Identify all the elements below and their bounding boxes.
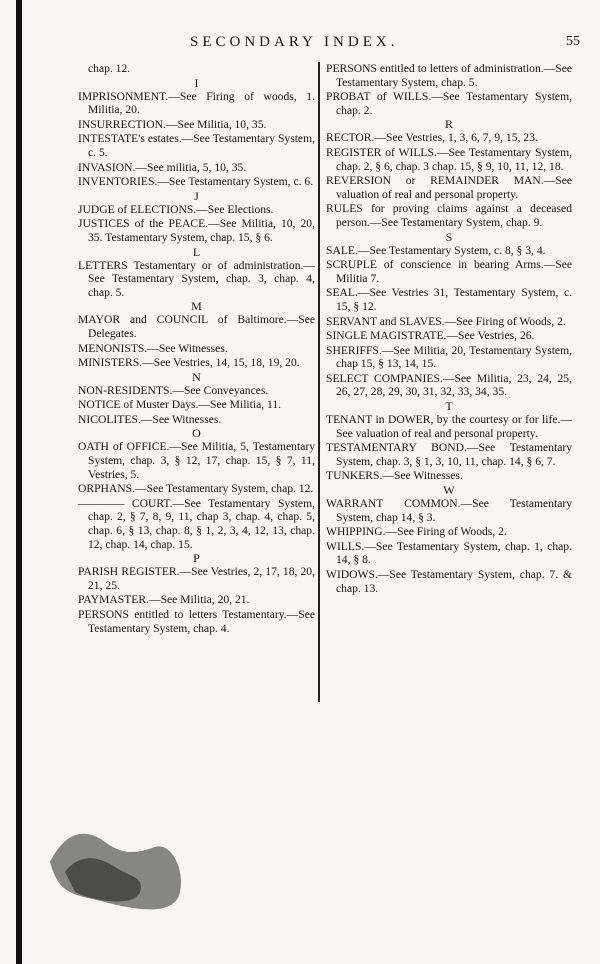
index-entry: MINISTERS.—See Vestries, 14, 15, 18, 19, 20. [78, 356, 300, 370]
index-entry: NOTICE of Muster Days.—See Militia, 11. [78, 398, 282, 412]
section-letter: W [443, 483, 455, 498]
index-entry: MAYOR and COUNCIL of Baltimore.—See Delegates. [78, 313, 315, 340]
index-entry: NON-RESIDENTS.—See Conveyances. [78, 383, 269, 397]
index-entry: PAYMASTER.—See Militia, 20, 21. [78, 593, 250, 607]
section-letter: M [191, 299, 202, 314]
index-entry: JUSTICES of the PEACE.—See Militia, 10, 20, 35. Testamentary System, chap. 15, § 6. [78, 217, 315, 244]
index-entry: JUDGE of ELECTIONS.—See Elections. [78, 202, 274, 216]
index-entry: SERVANT and SLAVES.—See Firing of Woods, 2. [326, 314, 566, 328]
page-number: 55 [566, 34, 580, 49]
index-entry: WIDOWS.—See Testamentary System, chap. 7. & chap. 13. [326, 568, 572, 595]
index-entry: WARRANT COMMON.—See Testamentary System, chap 14, § 3. [326, 497, 572, 524]
index-entry: MENONISTS.—See Witnesses. [78, 341, 228, 355]
ink-stain-mark [45, 822, 195, 912]
index-entry: SCRUPLE of conscience in bearing Arms.—See Militia 7. [326, 258, 572, 285]
index-entry: IMPRISONMENT.—See Firing of woods, 1. Militia, 20. [78, 89, 315, 117]
section-letter: O [192, 426, 201, 441]
index-entry: LETTERS Testamentary or of administration.—See Testamentary System, chap. 3, chap. 4, chap. 5. [78, 258, 315, 299]
index-entry: INVENTORIES.—See Testamentary System, c. 6. [78, 175, 314, 189]
section-letter: I [194, 75, 199, 90]
index-entry: OATH of OFFICE.—See Militia, 5, Testamentary System, chap. 3, § 12, 17, chap. 15, § 7, 11, Vestries, 5. [78, 440, 315, 481]
index-entry: NICOLITES.—See Witnesses. [78, 412, 222, 426]
index-entry: PARISH REGISTER.—See Vestries, 2, 17, 18, 20, 21, 25. [78, 565, 315, 592]
index-entry: TESTAMENTARY BOND.—See Testamentary System, chap. 3, § 1, 3, 10, 11, chap. 14, § 6, 7. [326, 441, 572, 468]
right-index-column [326, 62, 572, 596]
index-entry: RULES for proving claims against a deceased person.—See Testamentary System, chap. 9. [326, 202, 572, 229]
section-letter: S [445, 229, 453, 244]
index-entry: SALE.—See Testamentary System, c. 8, § 3, 4. [326, 243, 546, 257]
index-entry: SINGLE MAGISTRATE.—See Vestries, 26. [326, 329, 535, 343]
index-entry: PERSONS entitled to letters Testamentary.—See Testamentary System, chap. 4. [78, 608, 315, 635]
index-entry: ———— COURT.—See Testamentary System, chap. 2, § 7, 8, 9, 11, chap 3, chap. 4, chap. 5, chap. 6, § 13, chap. 8, § 1, 2, 3, 4, 12, 13, chap. 12, chap. 14, chap. 15. [78, 496, 315, 551]
page-spine-edge [16, 0, 22, 964]
section-letter: L [192, 244, 201, 259]
page-header [60, 34, 580, 54]
section-letter: J [194, 188, 199, 203]
index-entry: SHERIFFS.—See Militia, 20, Testamentary System, chap 15, § 13, 14, 15. [326, 343, 572, 371]
section-letter: R [444, 117, 453, 132]
index-entry: INSURRECTION.—See Militia, 10, 35. [78, 117, 267, 131]
index-entry: REGISTER of WILLS.—See Testamentary System, chap. 2, § 6, chap. 3 chap. 15, § 9, 10, 11, 12, 18. [326, 145, 572, 173]
running-title: SECONDARY INDEX. [190, 34, 399, 50]
column-divider [318, 62, 320, 702]
section-letter: P [193, 551, 200, 566]
index-entry: ORPHANS.—See Testamentary System, chap. 12. [78, 482, 314, 496]
index-entry: INTESTATE's estates.—See Testamentary System, c. 5. [78, 132, 315, 159]
index-entry: SEAL.—See Vestries 31, Testamentary System, c. 15, § 12. [326, 286, 572, 313]
section-letter: N [192, 369, 201, 384]
index-entry: RECTOR.—See Vestries, 1, 3, 6, 7, 9, 15, 23. [326, 131, 538, 145]
index-entry: chap. 12. [88, 62, 131, 75]
index-entry: PERSONS entitled to letters of administration.—See Testamentary System, chap. 5. [326, 62, 572, 89]
index-entry: TENANT in DOWER, by the courtesy or for life.—See valuation of real and personal property. [326, 413, 572, 440]
index-entry: WHIPPING.—See Firing of Woods, 2. [326, 525, 507, 539]
index-entry: WILLS.—See Testamentary System, chap. 1, chap. 14, § 8. [326, 539, 572, 567]
left-index-column [78, 62, 315, 636]
index-entry: PROBAT of WILLS.—See Testamentary System, chap. 2. [326, 90, 572, 117]
index-entry: INVASION.—See militia, 5, 10, 35. [78, 160, 247, 174]
index-entry: SELECT COMPANIES.—See Militia, 23, 24, 25, 26, 27, 28, 29, 30, 31, 32, 33, 34, 35. [326, 371, 572, 399]
index-entry: TUNKERS.—See Witnesses. [326, 469, 463, 483]
section-letter: T [445, 399, 453, 414]
index-entry: REVERSION or REMAINDER MAN.—See valuation of real and personal property. [326, 174, 572, 201]
